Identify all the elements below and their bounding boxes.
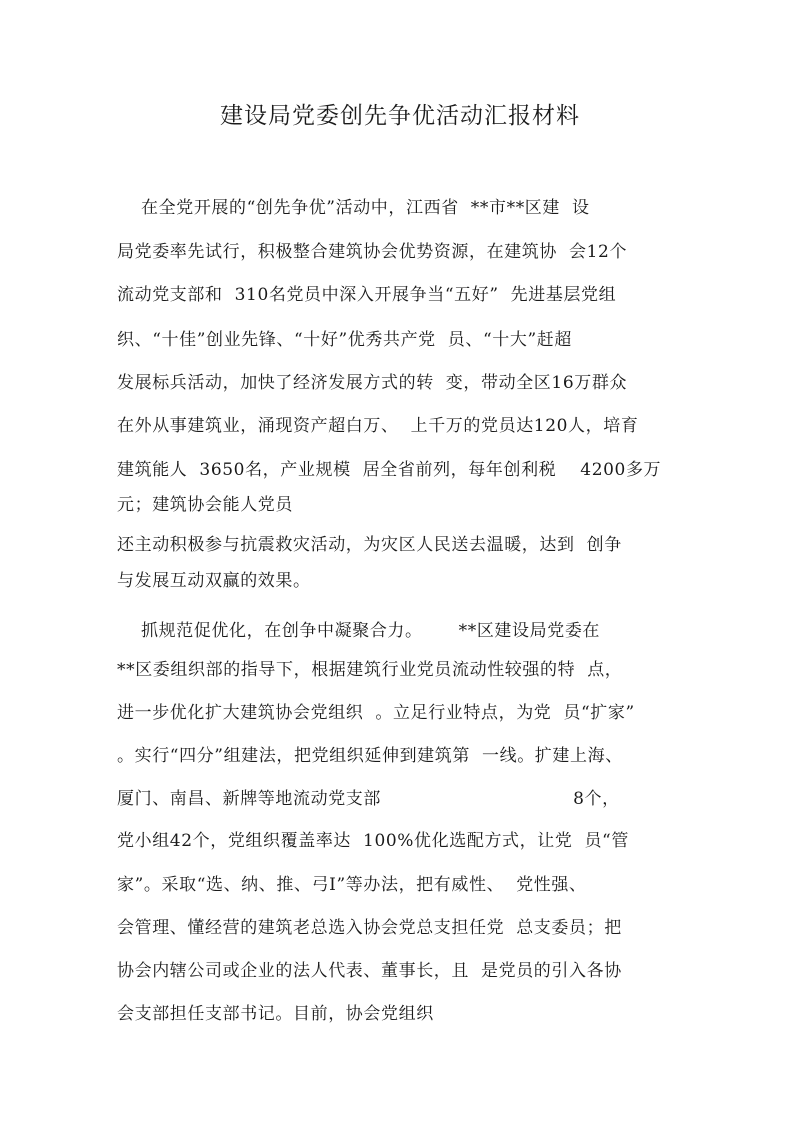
body-line: 发展标兵活动，加快了经济发展方式的转 变，带动全区16万群众 [117, 373, 628, 393]
body-line: 会支部担任支部书记。目前，协会党组织 [117, 1004, 434, 1024]
body-line: 流动党支部和 310名党员中深入开展争当“五好” 先进基层党组 [117, 285, 617, 305]
body-line: 会管理、懂经营的建筑老总选入协会党总支担任党 总支委员；把 [117, 918, 622, 938]
body-line: 还主动积极参与抗震救灾活动，为灾区人民送去温暖，达到 创争 [117, 535, 622, 555]
body-line: 与发展互动双赢的效果。 [117, 571, 311, 591]
body-line: 局党委率先试行，积极整合建筑协会优势资源，在建筑协 会12个 [117, 242, 628, 262]
body-line: 。实行“四分”组建法，把党组织延伸到建筑第 一线。扩建上海、 [117, 746, 623, 766]
body-line: 厦门、南昌、新牌等地流动党支部 8个， [117, 789, 620, 809]
body-line: 协会内辖公司或企业的法人代表、董事长，且 是党员的引入各协 [117, 961, 622, 981]
body-line: 建筑能人 3650名，产业规模 居全省前列，每年创利税 4200多万 [117, 460, 662, 480]
document-title: 建设局党委创先争优活动汇报材料 [220, 103, 580, 129]
body-line: 织、“十佳”创业先锋、“十好”优秀共产党 员、“十大”赶超 [117, 330, 572, 350]
body-line: 抓规范促优化，在创争中凝聚合力。 **区建设局党委在 [117, 621, 601, 641]
body-line: 在全党开展的“创先争优”活动中，江西省 **市**区建 设 [117, 198, 590, 218]
body-line: 进一步优化扩大建筑协会党组织 。立足行业特点，为党 员“扩家” [117, 703, 635, 723]
body-line: **区委组织部的指导下，根据建筑行业党员流动性较强的特 点， [117, 660, 623, 680]
body-line: 元；建筑协会能人党员 [117, 495, 293, 515]
body-line: 党小组42个，党组织覆盖率达 100%优化选配方式，让党 员“管 [117, 831, 629, 851]
body-line: 在外从事建筑业，涌现资产超白万、 上千万的党员达120人，培育 [117, 416, 639, 436]
body-line: 家”。采取“选、纳、推、弓I”等办法，把有威性、 党性强、 [117, 875, 587, 895]
